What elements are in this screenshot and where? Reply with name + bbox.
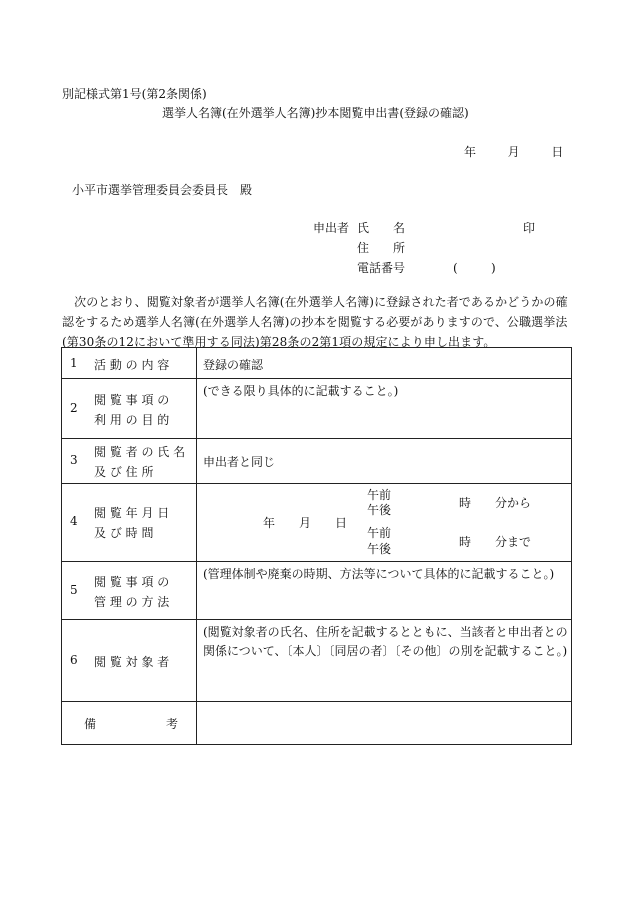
row-label-line2: 利 用 の 目 的 xyxy=(94,413,170,427)
remarks-label-left: 備 xyxy=(84,717,97,731)
date-line xyxy=(464,143,563,160)
row2-value-cell[interactable] xyxy=(197,379,572,439)
row3-label-cell xyxy=(62,439,197,484)
row-label-line2: 及 び 時 間 xyxy=(94,526,154,540)
row1-label-cell xyxy=(62,348,197,379)
row5-label-cell xyxy=(62,562,197,620)
row-label-line2: 及 び 住 所 xyxy=(94,465,154,479)
am-to: 午前 xyxy=(367,526,392,540)
table-row xyxy=(62,562,572,620)
minute-from: 分から xyxy=(495,496,532,510)
minute-to: 分まで xyxy=(495,535,532,549)
phone-paren-open: ( xyxy=(453,261,458,275)
row-label: 閲 覧 対 象 者 xyxy=(94,655,170,669)
row1-value-cell[interactable] xyxy=(197,348,572,379)
row6-value-cell[interactable] xyxy=(197,620,572,702)
date-month: 月 xyxy=(507,145,520,159)
row-label-line1: 閲 覧 事 項 の xyxy=(94,393,170,407)
row-number: 1 xyxy=(70,356,78,370)
addressee: 小平市選挙管理委員会委員長 殿 xyxy=(72,183,253,197)
row-label: 活 動 の 内 容 xyxy=(94,358,170,372)
phone-paren-close: ) xyxy=(491,261,496,275)
view-day: 日 xyxy=(335,516,348,530)
row-label-line1: 閲 覧 者 の 氏 名 xyxy=(94,445,186,459)
hour-from: 時 xyxy=(459,496,472,510)
phone-label: 電話番号 xyxy=(357,261,406,275)
am-from: 午前 xyxy=(367,488,392,502)
view-month: 月 xyxy=(299,516,312,530)
row2-label-cell xyxy=(62,379,197,439)
table-row xyxy=(62,484,572,562)
hour-to: 時 xyxy=(459,535,472,549)
table-row xyxy=(62,348,572,379)
row-number: 2 xyxy=(70,401,78,415)
row4-value-cell[interactable] xyxy=(197,484,572,562)
application-table xyxy=(61,347,572,745)
remarks-label-cell xyxy=(62,702,197,745)
row-number: 4 xyxy=(70,514,78,528)
pm-to: 午後 xyxy=(367,542,392,556)
table-row xyxy=(62,620,572,702)
row-label-line1: 閲 覧 年 月 日 xyxy=(94,506,170,520)
applicant-block xyxy=(313,218,553,278)
row-label-line1: 閲 覧 事 項 の xyxy=(94,575,170,589)
seal-mark: 印 xyxy=(523,221,536,235)
date-year: 年 xyxy=(464,145,477,159)
date-day: 日 xyxy=(551,145,564,159)
row3-value-cell[interactable] xyxy=(197,439,572,484)
applicant-label: 申出者 xyxy=(313,221,350,235)
viewer-value: 申出者と同じ xyxy=(203,455,276,469)
table-row xyxy=(62,439,572,484)
view-year: 年 xyxy=(263,516,276,530)
table-row xyxy=(62,379,572,439)
remarks-value-cell[interactable] xyxy=(197,702,572,745)
subject-note: (閲覧対象者の氏名、住所を記載するとともに、当該者と申出者との関係について、〔本人〕〔同居の者〕〔その他〕の別を記載すること。) xyxy=(203,625,568,658)
row-number: 3 xyxy=(70,453,78,467)
body-paragraph: 次のとおり、閲覧対象者が選挙人名簿(在外選挙人名簿)に登録された者であるかどうかの確認をするため選挙人名簿(在外選挙人名簿)の抄本を閲覧する必要がありますので、公職選挙法(第30条の12において準用する同法)第28条の2第1項の規定により申し出ます。 xyxy=(62,295,568,349)
row-label-line2: 管 理 の 方 法 xyxy=(94,595,170,609)
management-note: (管理体制や廃棄の時期、方法等について具体的に記載すること。) xyxy=(203,567,555,581)
form-label: 別記様式第1号(第2条関係) xyxy=(62,87,207,101)
row4-label-cell xyxy=(62,484,197,562)
purpose-note: (できる限り具体的に記載すること。) xyxy=(203,384,399,398)
remarks-label-right: 考 xyxy=(166,717,179,731)
row-number: 5 xyxy=(70,583,78,597)
address-label: 住 所 xyxy=(357,241,406,255)
document-title: 選挙人名簿(在外選挙人名簿)抄本閲覧申出書(登録の確認) xyxy=(162,106,469,120)
table-row xyxy=(62,702,572,745)
activity-value: 登録の確認 xyxy=(203,358,264,372)
row5-value-cell[interactable] xyxy=(197,562,572,620)
name-label: 氏 名 xyxy=(357,221,406,235)
row6-label-cell xyxy=(62,620,197,702)
pm-from: 午後 xyxy=(367,503,392,517)
row-number: 6 xyxy=(70,653,78,667)
